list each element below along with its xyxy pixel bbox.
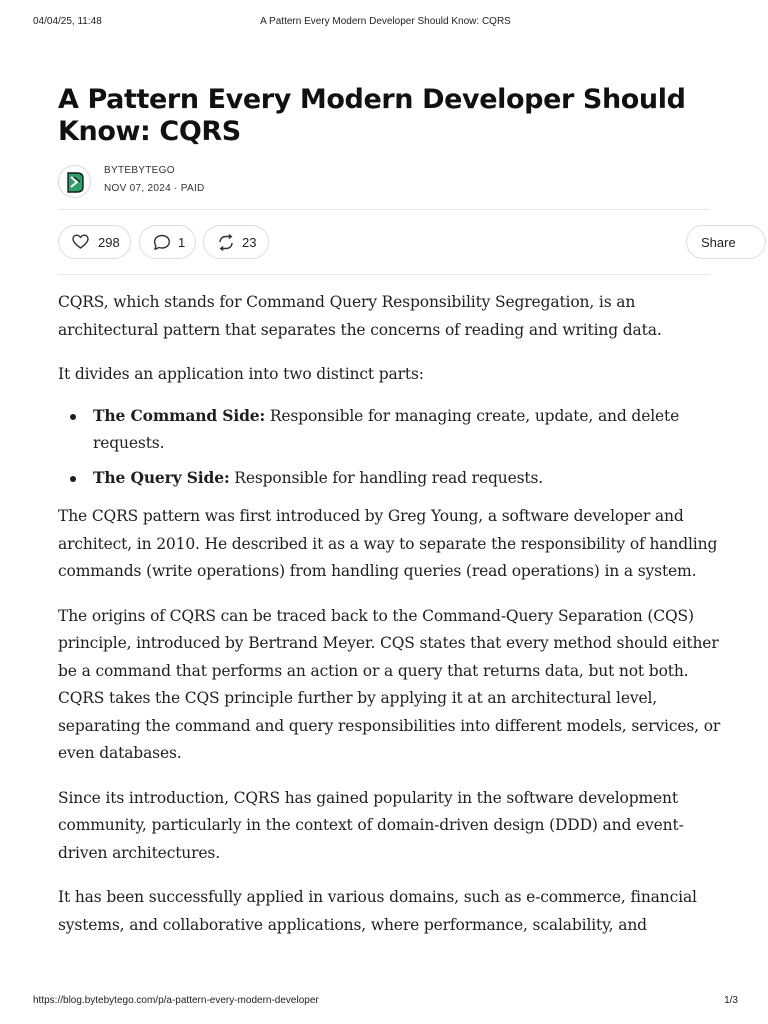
comment-bubble-icon bbox=[153, 234, 171, 254]
restack-button[interactable] bbox=[203, 225, 269, 259]
restack-arrows-icon bbox=[217, 234, 235, 254]
text-line: systems, and collaborative applications, where performance, scalability, and bbox=[58, 915, 647, 934]
text-line: Since its introduction, CQRS has gained popularity in the software development bbox=[58, 788, 678, 807]
text-line: separating the command and query responsibilities into different models, services, or bbox=[58, 716, 721, 735]
print-header bbox=[33, 16, 738, 30]
text-line: driven architectures. bbox=[58, 843, 221, 862]
author-name[interactable]: BYTEBYTEGO bbox=[104, 165, 175, 176]
list-text: Responsible for managing create, update, and delete bbox=[265, 406, 680, 425]
share-label: Share bbox=[701, 235, 736, 250]
byline bbox=[58, 165, 710, 201]
like-count: 298 bbox=[98, 235, 120, 250]
list-text: requests. bbox=[93, 434, 165, 452]
text-line: CQRS takes the CQS principle further by applying it at an architectural level, bbox=[58, 689, 658, 707]
divider bbox=[58, 274, 710, 275]
restack-count: 23 bbox=[242, 235, 257, 250]
text-line: commands (write operations) from handling queries (read operations) in a system. bbox=[58, 562, 697, 580]
article-body bbox=[58, 289, 758, 939]
like-button[interactable] bbox=[58, 225, 131, 259]
page-number: 1/3 bbox=[724, 995, 738, 1006]
page-url[interactable]: https://blog.bytebytego.com/p/a-pattern-every-modern-developer bbox=[33, 995, 319, 1006]
comment-count: 1 bbox=[178, 235, 186, 250]
text-line: The CQRS pattern was first introduced by Greg Young, a software developer and bbox=[58, 507, 684, 525]
paragraph bbox=[58, 603, 758, 768]
text-line: architectural pattern that separates the concerns of reading and writing data. bbox=[58, 320, 662, 339]
paragraph bbox=[58, 289, 758, 344]
paragraph: It divides an application into two distinct parts: bbox=[58, 365, 424, 383]
article bbox=[58, 84, 736, 964]
comment-button[interactable] bbox=[139, 225, 196, 259]
list-item bbox=[58, 402, 758, 458]
print-datetime: 04/04/25, 11:48 bbox=[33, 16, 102, 27]
publication-avatar[interactable] bbox=[58, 165, 91, 198]
text-line: community, particularly in the context of domain-driven design (DDD) and event- bbox=[58, 816, 684, 834]
text-line: The origins of CQRS can be traced back to the Command-Query Separation (CQS) bbox=[58, 606, 694, 625]
paragraph bbox=[58, 884, 758, 939]
heart-icon bbox=[72, 234, 89, 253]
print-footer bbox=[33, 995, 738, 1009]
share-button[interactable] bbox=[686, 225, 766, 259]
list-term: The Query Side: bbox=[93, 467, 230, 487]
bullet-dot bbox=[70, 476, 76, 482]
paragraph bbox=[58, 785, 758, 868]
article-title: A Pattern Every Modern Developer Should Know: CQRS bbox=[58, 84, 686, 147]
post-meta: NOV 07, 2024 · PAID bbox=[104, 183, 205, 194]
post-actions bbox=[58, 210, 736, 274]
text-line: principle, introduced by Bertrand Meyer. CQS states that every method should either bbox=[58, 634, 719, 652]
text-line: It has been successfully applied in various domains, such as e-commerce, financial bbox=[58, 888, 697, 906]
text-line: architect, in 2010. He described it as a way to separate the responsibility of handling bbox=[58, 534, 718, 553]
print-page-title: A Pattern Every Modern Developer Should Know: CQRS bbox=[260, 16, 511, 27]
text-line: even databases. bbox=[58, 744, 182, 762]
list-item bbox=[58, 464, 758, 493]
list-text: Responsible for handling read requests. bbox=[229, 468, 544, 487]
text-line: CQRS, which stands for Command Query Responsibility Segregation, is an bbox=[58, 293, 636, 311]
bytebytego-logo-icon bbox=[65, 171, 86, 194]
paragraph bbox=[58, 503, 758, 586]
bullet-dot bbox=[70, 414, 76, 420]
bullet-list bbox=[58, 402, 758, 493]
text-line: be a command that performs an action or a query that returns data, but not both. bbox=[58, 661, 689, 680]
list-term: The Command Side: bbox=[93, 405, 266, 425]
